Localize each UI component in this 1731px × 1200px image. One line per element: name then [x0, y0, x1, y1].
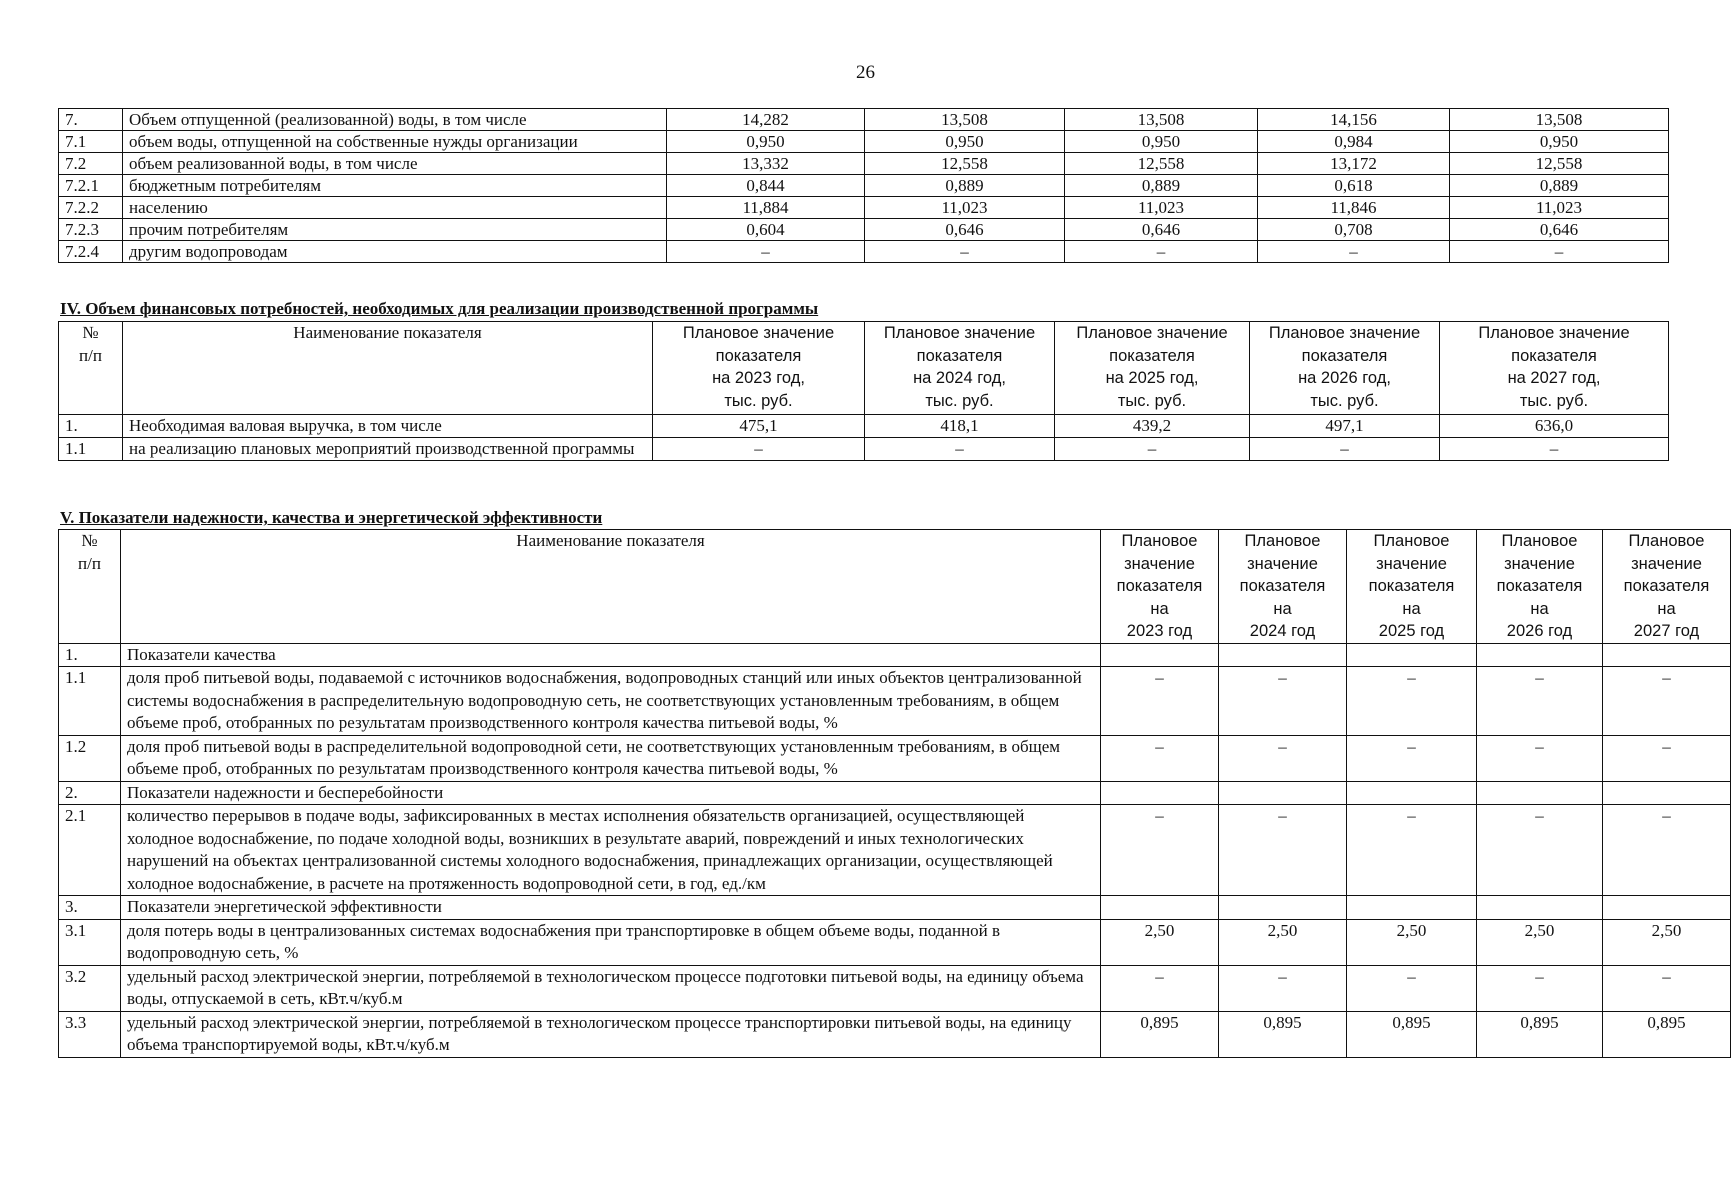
row-name: населению — [123, 197, 667, 219]
row-value: 13,508 — [865, 109, 1065, 131]
table-row — [59, 415, 1669, 438]
table-row — [59, 667, 1731, 736]
row-value: – — [1219, 965, 1347, 1011]
col-header-2023: Плановое значение показателя на 2023 год, тыс. руб. — [653, 322, 865, 415]
row-value: – — [1347, 667, 1477, 736]
row-name: доля проб питьевой воды в распределительной водопроводной сети, не соответствующих установленным требованиям, в общем объеме проб, отобранных по результатам производственного контроля качества питьевой воды, % — [121, 735, 1101, 781]
row-value: 0,950 — [1065, 131, 1258, 153]
col-header-2026: Плановое значение показателя на 2026 год — [1477, 530, 1603, 644]
table-row — [59, 805, 1731, 896]
row-value: – — [1450, 241, 1669, 263]
row-name: количество перерывов в подаче воды, зафиксированных в местах исполнения обязательств организацией, осуществляющей холодное водоснабжение, по подаче холодной воды, возникших в результате аварий, повреждений и иных технологических нарушений на объектах централизованной системы холодного водоснабжения, принадлежащих организации, осуществляющей холодное водоснабжение, в расчете на протяженность водопроводной сети, в год, ед./км — [121, 805, 1101, 896]
row-value: 11,023 — [1065, 197, 1258, 219]
row-name: прочим потребителям — [123, 219, 667, 241]
row-value: 11,846 — [1258, 197, 1450, 219]
row-name: доля потерь воды в централизованных системах водоснабжения при транспортировке в общем объеме воды, поданной в водопроводную сеть, % — [121, 919, 1101, 965]
row-number: 7.2 — [59, 153, 123, 175]
table-row — [59, 438, 1669, 461]
row-name: удельный расход электрической энергии, потребляемой в технологическом процессе подготовки питьевой воды, на единицу объема воды, отпускаемой в сеть, кВт.ч/куб.м — [121, 965, 1101, 1011]
page-number: 26 — [856, 62, 875, 83]
row-value: 0,895 — [1603, 1011, 1731, 1057]
row-name: Показатели надежности и бесперебойности — [121, 781, 1101, 805]
row-value: 0,646 — [1065, 219, 1258, 241]
row-number: 3. — [59, 896, 121, 920]
row-value: 0,889 — [1450, 175, 1669, 197]
row-value: – — [1065, 241, 1258, 263]
row-name: другим водопроводам — [123, 241, 667, 263]
table-row — [59, 781, 1731, 805]
row-number: 2.1 — [59, 805, 121, 896]
row-value: 0,646 — [1450, 219, 1669, 241]
row-value: – — [1347, 805, 1477, 896]
row-number: 2. — [59, 781, 121, 805]
row-value — [1219, 896, 1347, 920]
table-row — [59, 896, 1731, 920]
row-value: – — [1477, 805, 1603, 896]
row-value: 12,558 — [865, 153, 1065, 175]
section-5-title: V. Показатели надежности, качества и энергетической эффективности — [60, 508, 603, 527]
row-value — [1101, 781, 1219, 805]
table-row — [59, 219, 1669, 241]
row-value: – — [1101, 965, 1219, 1011]
row-number: 7.2.2 — [59, 197, 123, 219]
row-value — [1347, 781, 1477, 805]
row-value — [1219, 643, 1347, 667]
col-header-number: № п/п — [59, 322, 123, 415]
reliability-quality-table — [58, 529, 1731, 1058]
row-value: – — [1101, 667, 1219, 736]
table-row — [59, 197, 1669, 219]
col-header-name: Наименование показателя — [123, 322, 653, 415]
row-number: 7.2.4 — [59, 241, 123, 263]
row-value: 13,508 — [1450, 109, 1669, 131]
row-value: 2,50 — [1101, 919, 1219, 965]
row-value — [1603, 781, 1731, 805]
row-name: Показатели энергетической эффективности — [121, 896, 1101, 920]
row-value: 0,950 — [1450, 131, 1669, 153]
row-value: 0,604 — [667, 219, 865, 241]
row-number: 1.1 — [59, 667, 121, 736]
row-value — [1219, 781, 1347, 805]
row-number: 1. — [59, 415, 123, 438]
row-value — [1101, 896, 1219, 920]
col-header-number: № п/п — [59, 530, 121, 644]
row-value: – — [1219, 735, 1347, 781]
row-value: 11,023 — [865, 197, 1065, 219]
row-value: 2,50 — [1219, 919, 1347, 965]
col-header-2024: Плановое значение показателя на 2024 год, тыс. руб. — [865, 322, 1055, 415]
table-row — [59, 735, 1731, 781]
col-header-2027: Плановое значение показателя на 2027 год, тыс. руб. — [1440, 322, 1669, 415]
col-header-2027: Плановое значение показателя на 2027 год — [1603, 530, 1731, 644]
row-value: 13,332 — [667, 153, 865, 175]
row-number: 3.1 — [59, 919, 121, 965]
row-name: удельный расход электрической энергии, потребляемой в технологическом процессе транспортировки питьевой воды, на единицу объема транспортируемой воды, кВт.ч/куб.м — [121, 1011, 1101, 1057]
row-value: 14,282 — [667, 109, 865, 131]
row-value: 0,895 — [1347, 1011, 1477, 1057]
row-value: – — [667, 241, 865, 263]
table-row — [59, 965, 1731, 1011]
row-name: объем реализованной воды, в том числе — [123, 153, 667, 175]
row-value: – — [1101, 735, 1219, 781]
row-value: 475,1 — [653, 415, 865, 438]
row-name: объем воды, отпущенной на собственные нужды организации — [123, 131, 667, 153]
row-value — [1347, 643, 1477, 667]
row-name: Объем отпущенной (реализованной) воды, в том числе — [123, 109, 667, 131]
row-value: – — [1603, 805, 1731, 896]
row-value — [1477, 896, 1603, 920]
row-number: 1.1 — [59, 438, 123, 461]
row-value: – — [653, 438, 865, 461]
col-header-2024: Плановое значение показателя на 2024 год — [1219, 530, 1347, 644]
row-value — [1347, 896, 1477, 920]
row-number: 7. — [59, 109, 123, 131]
water-volume-table — [58, 108, 1669, 263]
row-value — [1603, 643, 1731, 667]
row-value: – — [1250, 438, 1440, 461]
row-value: – — [1258, 241, 1450, 263]
table-row — [59, 131, 1669, 153]
row-value: – — [1219, 667, 1347, 736]
row-value: 439,2 — [1055, 415, 1250, 438]
table-header-row — [59, 530, 1731, 644]
row-value: 0,950 — [667, 131, 865, 153]
row-number: 7.2.3 — [59, 219, 123, 241]
row-value: – — [1101, 805, 1219, 896]
row-value: 0,895 — [1477, 1011, 1603, 1057]
col-header-name: Наименование показателя — [121, 530, 1101, 644]
section-4-title: IV. Объем финансовых потребностей, необходимых для реализации производственной программы — [60, 299, 819, 318]
row-number: 7.2.1 — [59, 175, 123, 197]
row-name: доля проб питьевой воды, подаваемой с источников водоснабжения, водопроводных станций или иных объектов централизованной системы водоснабжения в распределительную водопроводную сеть, не соответствующих установленным требованиям, в общем объеме проб, отобранных по результатам производственного контроля качества питьевой воды, % — [121, 667, 1101, 736]
table-row — [59, 175, 1669, 197]
row-value: 0,618 — [1258, 175, 1450, 197]
row-value — [1477, 781, 1603, 805]
row-value: – — [865, 438, 1055, 461]
row-value: 0,646 — [865, 219, 1065, 241]
row-value — [1101, 643, 1219, 667]
row-value: 11,884 — [667, 197, 865, 219]
row-value: 13,508 — [1065, 109, 1258, 131]
table-header-row — [59, 322, 1669, 415]
row-number: 3.3 — [59, 1011, 121, 1057]
col-header-2025: Плановое значение показателя на 2025 год — [1347, 530, 1477, 644]
row-value: 0,708 — [1258, 219, 1450, 241]
row-value: – — [1440, 438, 1669, 461]
row-value: – — [1477, 965, 1603, 1011]
row-number: 1.2 — [59, 735, 121, 781]
row-value: 0,895 — [1219, 1011, 1347, 1057]
row-name: на реализацию плановых мероприятий производственной программы — [123, 438, 653, 461]
row-value: 2,50 — [1603, 919, 1731, 965]
row-value: 2,50 — [1347, 919, 1477, 965]
row-number: 1. — [59, 643, 121, 667]
row-value: 13,172 — [1258, 153, 1450, 175]
row-value: 497,1 — [1250, 415, 1440, 438]
table-row — [59, 919, 1731, 965]
table-row — [59, 109, 1669, 131]
row-value: – — [1347, 735, 1477, 781]
col-header-2026: Плановое значение показателя на 2026 год, тыс. руб. — [1250, 322, 1440, 415]
row-name: Необходимая валовая выручка, в том числе — [123, 415, 653, 438]
financial-needs-table — [58, 321, 1669, 461]
row-value — [1603, 896, 1731, 920]
table-row — [59, 1011, 1731, 1057]
row-number: 3.2 — [59, 965, 121, 1011]
row-value: 418,1 — [865, 415, 1055, 438]
row-number: 7.1 — [59, 131, 123, 153]
row-value: – — [865, 241, 1065, 263]
row-value: 0,844 — [667, 175, 865, 197]
row-value: 636,0 — [1440, 415, 1669, 438]
row-value: 12,558 — [1065, 153, 1258, 175]
row-value: – — [1055, 438, 1250, 461]
row-value: – — [1603, 735, 1731, 781]
row-value: – — [1347, 965, 1477, 1011]
table-row — [59, 643, 1731, 667]
row-value — [1477, 643, 1603, 667]
table-row — [59, 153, 1669, 175]
row-name: бюджетным потребителям — [123, 175, 667, 197]
row-value: – — [1603, 965, 1731, 1011]
table-row — [59, 241, 1669, 263]
row-value: 14,156 — [1258, 109, 1450, 131]
row-value: 11,023 — [1450, 197, 1669, 219]
row-value: – — [1477, 667, 1603, 736]
row-value: – — [1219, 805, 1347, 896]
row-value: 0,895 — [1101, 1011, 1219, 1057]
row-value: 0,889 — [865, 175, 1065, 197]
row-value: 12,558 — [1450, 153, 1669, 175]
col-header-2025: Плановое значение показателя на 2025 год, тыс. руб. — [1055, 322, 1250, 415]
row-value: – — [1603, 667, 1731, 736]
row-value: 2,50 — [1477, 919, 1603, 965]
row-value: 0,889 — [1065, 175, 1258, 197]
row-name: Показатели качества — [121, 643, 1101, 667]
row-value: 0,950 — [865, 131, 1065, 153]
row-value: – — [1477, 735, 1603, 781]
col-header-2023: Плановое значение показателя на 2023 год — [1101, 530, 1219, 644]
row-value: 0,984 — [1258, 131, 1450, 153]
